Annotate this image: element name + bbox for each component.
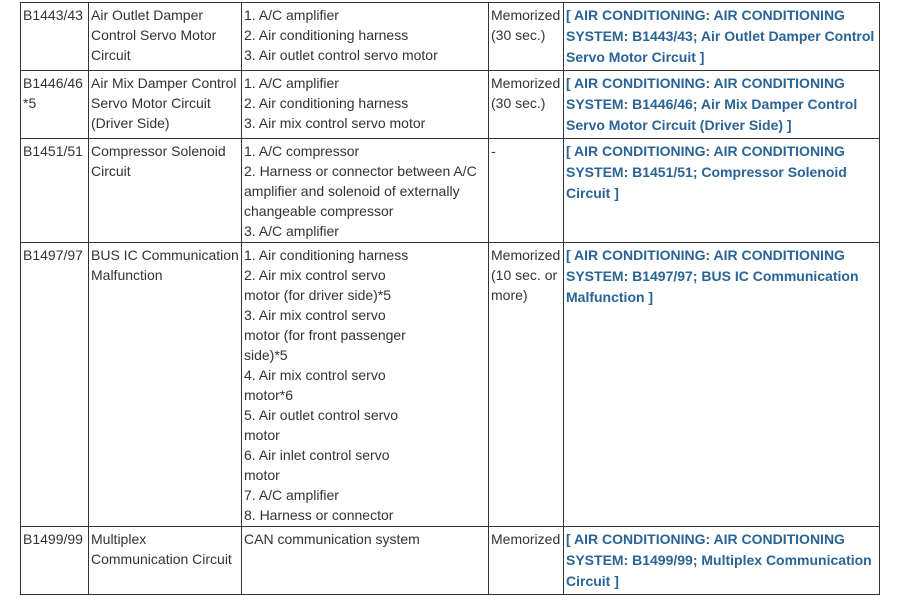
- memory-cell: Memorized: [489, 527, 564, 595]
- trouble-area-item: 2. Air conditioning harness: [244, 95, 409, 111]
- dtc-code-cell: B1443/43: [21, 3, 89, 71]
- reference-link[interactable]: [ AIR CONDITIONING: AIR CONDITIONING SYSTEM: B1497/97; BUS IC Communication Malfunction ]: [566, 247, 859, 305]
- trouble-area-item: 3. Air mix control servo motor: [244, 115, 426, 131]
- trouble-area-item: 5. Air outlet control servo motor: [244, 407, 399, 443]
- trouble-area-item: CAN communication system: [244, 531, 420, 547]
- reference-link[interactable]: [ AIR CONDITIONING: AIR CONDITIONING SYSTEM: B1451/51; Compressor Solenoid Circuit ]: [566, 143, 847, 201]
- trouble-area-item: 3. Air mix control servo motor (for front passenger side)*5: [244, 307, 406, 363]
- dtc-code-cell: B1497/97: [21, 243, 89, 527]
- table-row: [21, 139, 880, 243]
- memory-cell: Memorized (30 sec.): [489, 71, 564, 139]
- trouble-area-item: 1. Air conditioning harness: [244, 247, 409, 263]
- trouble-area-item: 6. Air inlet control servo motor: [244, 447, 390, 483]
- trouble-area-cell: [242, 139, 489, 243]
- trouble-area-item: 7. A/C amplifier: [244, 487, 339, 503]
- table-row: [21, 3, 880, 71]
- table-row: [21, 527, 880, 595]
- detection-item-cell: Compressor Solenoid Circuit: [89, 139, 242, 243]
- trouble-area-cell: [242, 243, 489, 527]
- trouble-area-item: 2. Air mix control servo motor (for driver side)*5: [244, 267, 392, 303]
- trouble-area-item: 1. A/C amplifier: [244, 75, 339, 91]
- dtc-code-cell: B1451/51: [21, 139, 89, 243]
- reference-cell: [564, 3, 880, 71]
- reference-link[interactable]: [ AIR CONDITIONING: AIR CONDITIONING SYSTEM: B1499/99; Multiplex Communication Circuit ]: [566, 531, 872, 589]
- reference-cell: [564, 139, 880, 243]
- detection-item-cell: BUS IC Communication Malfunction: [89, 243, 242, 527]
- trouble-area-item: 4. Air mix control servo motor*6: [244, 367, 386, 403]
- memory-cell: Memorized (30 sec.): [489, 3, 564, 71]
- trouble-area-item: 1. A/C compressor: [244, 143, 360, 159]
- memory-cell: -: [489, 139, 564, 243]
- dtc-code-cell: B1499/99: [21, 527, 89, 595]
- trouble-area-cell: [242, 527, 489, 595]
- trouble-area-cell: [242, 3, 489, 71]
- trouble-area-cell: [242, 71, 489, 139]
- reference-cell: [564, 527, 880, 595]
- detection-item-cell: Multiplex Communication Circuit: [89, 527, 242, 595]
- reference-link[interactable]: [ AIR CONDITIONING: AIR CONDITIONING SYSTEM: B1446/46; Air Mix Damper Control Servo Motor Circuit (Driver Side) ]: [566, 75, 858, 133]
- trouble-area-item: 3. A/C amplifier: [244, 223, 339, 239]
- reference-cell: [564, 243, 880, 527]
- reference-cell: [564, 71, 880, 139]
- trouble-area-item: 3. Air outlet control servo motor: [244, 47, 438, 63]
- trouble-area-item: 2. Air conditioning harness: [244, 27, 409, 43]
- reference-link[interactable]: [ AIR CONDITIONING: AIR CONDITIONING SYSTEM: B1443/43; Air Outlet Damper Control Servo Motor Circuit ]: [566, 7, 875, 65]
- dtc-table: [20, 2, 880, 595]
- table-row: [21, 243, 880, 527]
- detection-item-cell: Air Outlet Damper Control Servo Motor Circuit: [89, 3, 242, 71]
- table-row: [21, 71, 880, 139]
- dtc-code-cell: B1446/46 *5: [21, 71, 89, 139]
- memory-cell: Memorized (10 sec. or more): [489, 243, 564, 527]
- trouble-area-item: 1. A/C amplifier: [244, 7, 339, 23]
- trouble-area-item: 8. Harness or connector: [244, 507, 394, 523]
- detection-item-cell: Air Mix Damper Control Servo Motor Circuit (Driver Side): [89, 71, 242, 139]
- trouble-area-item: 2. Harness or connector between A/C amplifier and solenoid of externally changeable compressor: [244, 163, 477, 219]
